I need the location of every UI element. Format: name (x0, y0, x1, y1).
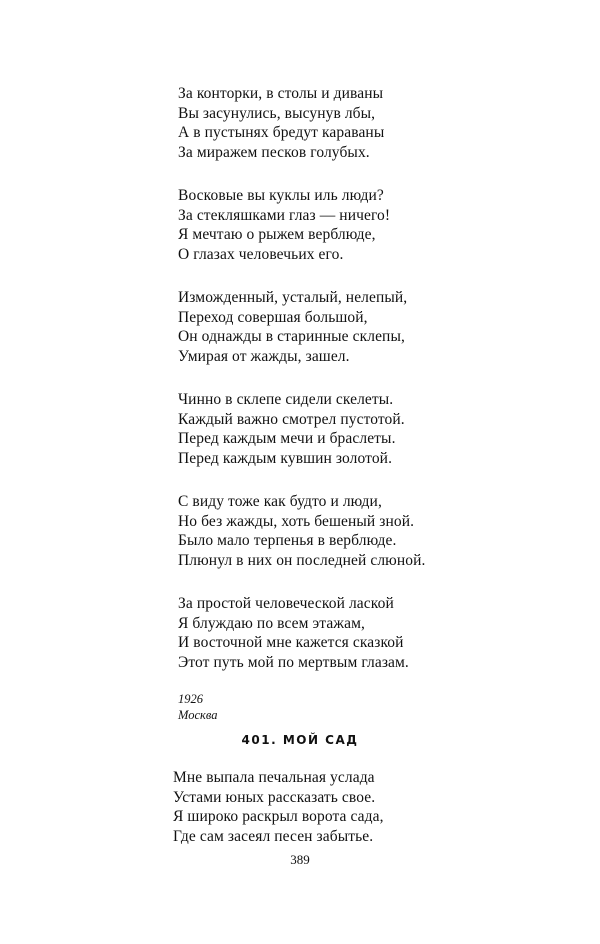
verse-line: Где сам засеял песен забытье. (173, 827, 374, 845)
stanza-6 (178, 594, 508, 672)
verse-line: С виду тоже как будто и люди, (178, 493, 382, 510)
verse-line: Восковые вы куклы иль люди? (178, 187, 384, 204)
verse-line: Мне выпала печальная услада (173, 769, 375, 786)
verse-line: Я блуждаю по всем этажам, (178, 614, 365, 632)
poem-year: 1926 (178, 692, 203, 706)
verse-line: Было мало терпенья в верблюде. (178, 532, 397, 549)
verse-line: Вы засунулись, высунув лбы, (178, 104, 376, 122)
stanza-3 (178, 288, 508, 366)
verse-line: За простой человеческой лаской (178, 595, 394, 612)
poem-title: 401. МОЙ САД (241, 733, 359, 747)
verse-line: Чинно в склепе сидели скелеты. (178, 391, 394, 408)
poem-dateline (178, 692, 508, 723)
verse-line: Этот путь мой по мертвым глазам. (178, 653, 409, 671)
page-number: 389 (290, 852, 310, 867)
stanza-4 (178, 390, 508, 468)
verse-line: Я мечтаю о рыжем верблюде, (178, 226, 376, 243)
poem-place: Москва (178, 707, 218, 722)
stanza-1 (178, 84, 508, 162)
verse-line: О глазах человечьих его. (178, 245, 344, 263)
verse-line: Перед каждым кувшин золотой. (178, 449, 393, 467)
verse-line: И восточной мне кажется сказкой (178, 634, 404, 651)
verse-line: За миражем песков голубых. (178, 143, 370, 161)
verse-line: Я широко раскрыл ворота сада, (173, 808, 384, 825)
poem-text (178, 84, 508, 723)
verse-line: А в пустынях бредут караваны (178, 124, 385, 141)
verse-line: Он однажды в старинные склепы, (178, 328, 405, 345)
poem-2-text (173, 768, 513, 846)
verse-line: За конторки, в столы и диваны (178, 85, 384, 102)
verse-line: Переход совершая большой, (178, 308, 368, 326)
verse-line: Но без жажды, хоть бешеный зной. (178, 512, 415, 530)
verse-line: Умирая от жажды, зашел. (178, 347, 350, 365)
verse-line: Устами юных рассказать свое. (173, 788, 376, 806)
verse-line: Изможденный, усталый, нелепый, (178, 289, 408, 306)
verse-line: Каждый важно смотрел пустотой. (178, 410, 405, 428)
verse-line: Плюнул в них он последней слюной. (178, 551, 426, 569)
verse-line: За стекляшками глаз — ничего! (178, 206, 391, 224)
stanza-2 (178, 186, 508, 264)
stanza-5 (178, 492, 508, 570)
verse-line: Перед каждым мечи и браслеты. (178, 430, 396, 447)
